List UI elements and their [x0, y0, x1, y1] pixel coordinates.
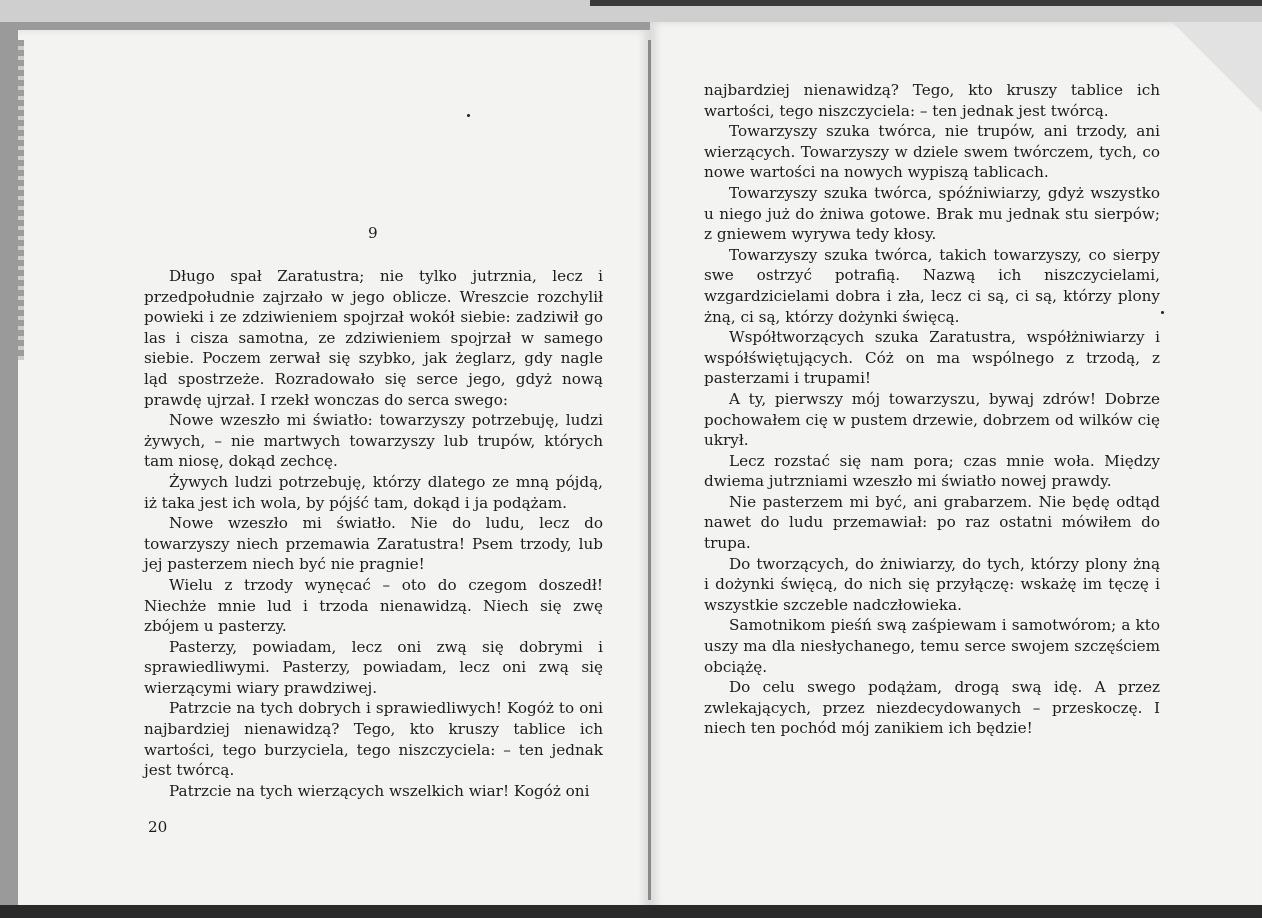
paragraph: Patrzcie na tych wierzących wszelkich wiar! Kogóż oni — [169, 781, 590, 800]
page-number: 20 — [148, 818, 168, 836]
paragraph: Towarzyszy szuka twórca, nie trupów, ani trzody, ani wierzących. Towarzyszy w dziele swem twórczem, tych, co nowe wartości na nowych wypiszą tablicach. — [704, 122, 1160, 182]
binding-edge — [18, 40, 24, 360]
chapter-number: 9 — [368, 224, 378, 242]
paragraph: Do celu swego podążam, drogą swą idę. A przez zwlekających, przez niezdecydowanych – przeskoczę. I niech ten pochód mój zanikiem ich będzie! — [704, 678, 1160, 738]
paragraph: najbardziej nienawidzą? Tego, kto kruszy tablice ich wartości, tego niszczyciela: – ten jednak jest twórcą. — [704, 81, 1160, 120]
paragraph: Pasterzy, powiadam, lecz oni zwą się dobrymi i sprawiedliwymi. Pasterzy, powiadam, lecz oni zwą się wierzącymi wiary prawdziwej. — [144, 637, 603, 697]
paragraph: Żywych ludzi potrzebuję, którzy dlatego ze mną pójdą, iż taka jest ich wola, by pójść tam, dokąd i ja podążam. — [144, 472, 603, 512]
paragraph: Wielu z trzody wynęcać – oto do czegom doszedł! Niechże mnie lud i trzoda nienawidzą. Niech się zwę zbójem u pasterzy. — [144, 575, 603, 636]
paragraph: Nie pasterzem mi być, ani grabarzem. Nie będę odtąd nawet do ludu przemawiał: po raz ostatni mówiłem do trupa. — [704, 492, 1160, 553]
paragraph: Towarzyszy szuka twórca, spóźniwiarzy, gdyż wszystko u niego już do żniwa gotowe. Brak mu jednak stu sierpów; z gniewem wyrywa tedy kłosy. — [704, 183, 1160, 244]
paragraph: Towarzyszy szuka twórca, takich towarzyszy, co sierpy swe ostrzyć potrafią. Nazwą ich niszczycielami, wzgardzicielami dobra i zła, lecz ci są, ci są, którzy plony żną, ci są, którzy dożynki święcą. — [704, 245, 1160, 326]
paragraph: Samotnikom pieśń swą zaśpiewam i samotwórom; a kto uszy ma dla niesłychanego, temu serce swojem szczęściem obciążę. — [704, 616, 1160, 676]
paragraph: Nowe wzeszło mi światło: towarzyszy potrzebuję, ludzi żywych, – nie martwych towarzyszy lub trupów, których tam niosę, dokąd zechcę. — [144, 411, 603, 471]
book-gutter — [648, 40, 651, 900]
paragraph: Do tworzących, do żniwiarzy, do tych, którzy plony żną i dożynki święcą, do nich się przyłączę: wskażę im tęczę i wszystkie szczeble nadczłowieka. — [704, 554, 1160, 614]
right-page-text — [704, 80, 1160, 739]
paragraph: Lecz rozstać się nam pora; czas mnie woła. Między dwiema jutrzniami wzeszło mi światło nowej prawdy. — [704, 451, 1160, 491]
ink-speck — [467, 114, 470, 117]
page-corner-fold — [1172, 22, 1262, 112]
paragraph: Nowe wzeszło mi światło. Nie do ludu, lecz do towarzyszy niech przemawia Zaratustra! Psem trzody, lub jej pasterzem niech być nie pragnie! — [144, 514, 603, 574]
paragraph: Współtworzących szuka Zaratustra, współżniwiarzy i współświętujących. Cóż on ma wspólnego z trzodą, z pasterzami i trupami! — [704, 328, 1160, 388]
scan-top-shadow — [590, 0, 1262, 6]
scan-bottom-edge — [0, 905, 1262, 918]
paragraph: A ty, pierwszy mój towarzyszu, bywaj zdrów! Dobrze pochowałem cię w pustem drzewie, dobrzem od wilków cię ukrył. — [704, 389, 1160, 450]
paragraph: Długo spał Zaratustra; nie tylko jutrznia, lecz i przedpołudnie zajrzało w jego oblicze. Wreszcie rozchylił powieki i ze zdziwieniem spojrzał wokół siebie: zadziwił go las i cisza samotna, ze zdziwieniem spojrzał w samego siebie. Poczem zerwał się szybko, jak żeglarz, gdy nagle ląd spostrzeże. Rozradowało się serce jego, gdyż nową prawdę ujrzał. I rzekł wonczas do serca swego: — [144, 267, 603, 409]
ink-speck — [1161, 311, 1164, 314]
paragraph: Patrzcie na tych dobrych i sprawiedliwych! Kogóż to oni najbardziej nienawidzą? Tego, kto kruszy tablice ich wartości, tego burzyciela, tego niszczyciela: – ten jednak jest twórcą. — [144, 699, 603, 780]
left-page-text — [144, 266, 603, 801]
